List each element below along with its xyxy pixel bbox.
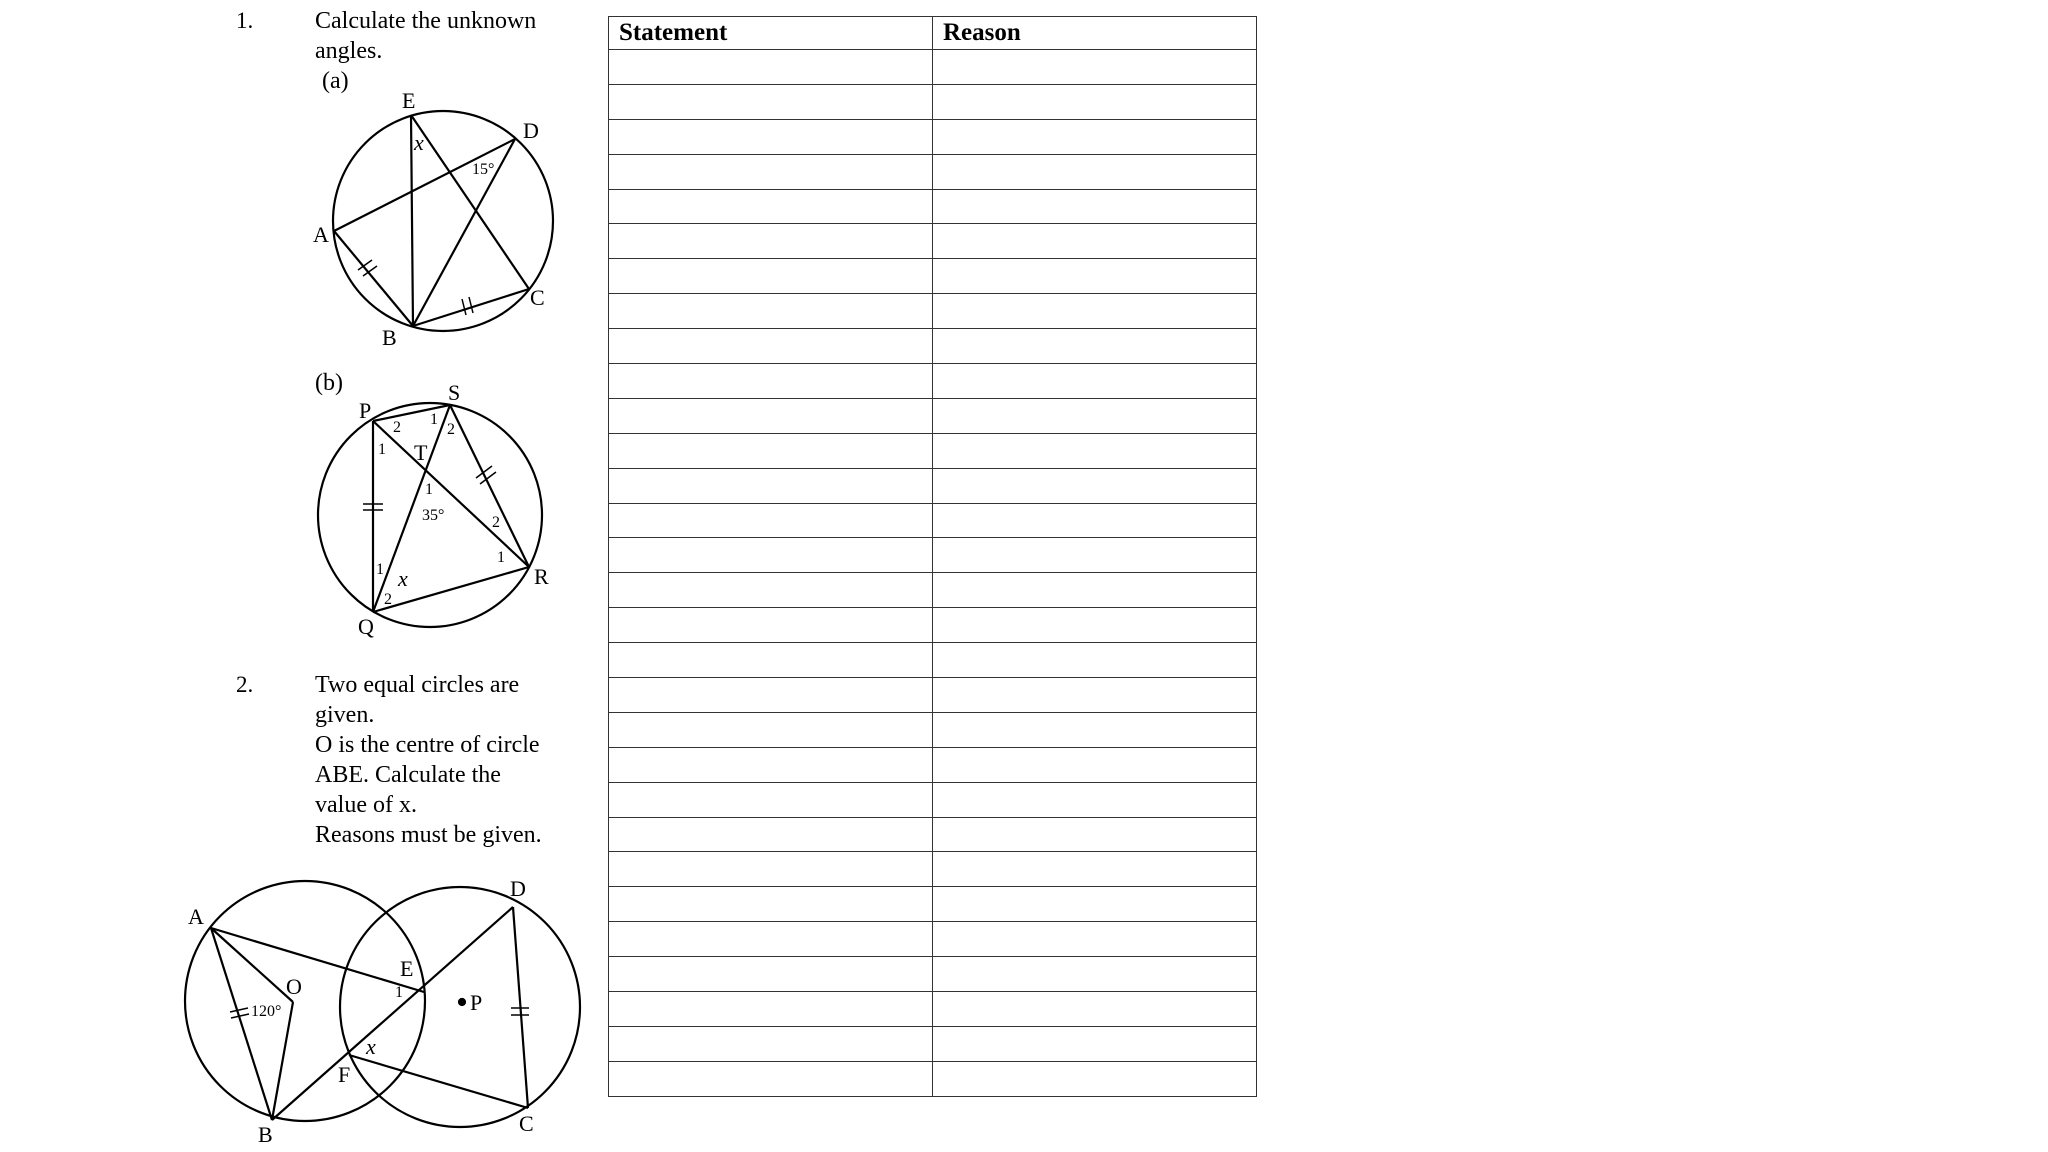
reason-cell[interactable] — [933, 1061, 1257, 1096]
point-label: B — [382, 325, 397, 350]
reason-cell[interactable] — [933, 747, 1257, 782]
statement-cell[interactable] — [609, 573, 933, 608]
unknown-angle-x: x — [398, 566, 408, 591]
circle-abe — [185, 881, 425, 1121]
figure-a — [333, 111, 553, 331]
statement-cell[interactable] — [609, 468, 933, 503]
statement-cell[interactable] — [609, 922, 933, 957]
reason-cell[interactable] — [933, 712, 1257, 747]
figure-a-chord — [334, 139, 515, 231]
table-row — [609, 224, 1257, 259]
reason-cell[interactable] — [933, 154, 1257, 189]
angle-label: 15° — [472, 161, 495, 178]
point-label: T — [414, 440, 428, 465]
angle-number: 1 — [430, 411, 438, 428]
table-row — [609, 608, 1257, 643]
angle-number: 2 — [447, 421, 455, 438]
point-label: A — [313, 222, 329, 247]
point-label: D — [510, 876, 526, 901]
reason-cell[interactable] — [933, 992, 1257, 1027]
figure-a-chord — [411, 115, 413, 326]
point-label: B — [258, 1122, 273, 1147]
figure-a-labels — [313, 88, 545, 350]
question-2-line: ABE. Calculate the — [315, 762, 501, 788]
table-row — [609, 154, 1257, 189]
figure-b-chord — [373, 421, 529, 567]
reason-cell[interactable] — [933, 364, 1257, 399]
reason-cell[interactable] — [933, 224, 1257, 259]
equal-tick — [230, 1008, 248, 1012]
table-row — [609, 712, 1257, 747]
angle-label: 120° — [251, 1003, 282, 1020]
reason-cell[interactable] — [933, 119, 1257, 154]
table-row — [609, 957, 1257, 992]
part-a-label: (a) — [322, 68, 349, 94]
statement-cell[interactable] — [609, 224, 933, 259]
table-row — [609, 50, 1257, 85]
circle-p — [340, 887, 580, 1127]
table-row — [609, 189, 1257, 224]
table-row — [609, 259, 1257, 294]
table-row — [609, 503, 1257, 538]
equal-tick — [469, 297, 473, 313]
reason-cell[interactable] — [933, 433, 1257, 468]
reason-cell[interactable] — [933, 643, 1257, 678]
reason-cell[interactable] — [933, 84, 1257, 119]
table-row — [609, 992, 1257, 1027]
point-label: Q — [358, 614, 374, 639]
statement-cell[interactable] — [609, 782, 933, 817]
table-header-row — [609, 17, 1257, 50]
angle-number: 1 — [425, 481, 433, 498]
statement-cell[interactable] — [609, 364, 933, 399]
reason-cell[interactable] — [933, 503, 1257, 538]
angle-number: 1 — [376, 561, 384, 578]
point-label: E — [402, 88, 416, 113]
reason-cell[interactable] — [933, 852, 1257, 887]
table-row — [609, 1026, 1257, 1061]
statement-cell[interactable] — [609, 747, 933, 782]
equal-tick — [462, 299, 466, 315]
angle-number: 1 — [497, 549, 505, 566]
point-label: D — [523, 118, 539, 143]
angle-number: 2 — [492, 514, 500, 531]
figure-a-chord — [334, 231, 413, 326]
reason-cell[interactable] — [933, 957, 1257, 992]
reason-cell[interactable] — [933, 608, 1257, 643]
figure-2-line — [211, 928, 424, 992]
statement-cell[interactable] — [609, 189, 933, 224]
statement-cell[interactable] — [609, 433, 933, 468]
figure-a-circle — [333, 111, 553, 331]
angle-number: 2 — [384, 591, 392, 608]
statement-cell[interactable] — [609, 608, 933, 643]
part-b-label: (b) — [315, 370, 343, 396]
question-2-line: given. — [315, 702, 375, 728]
reason-cell[interactable] — [933, 398, 1257, 433]
angle-label: 35° — [422, 507, 445, 524]
reason-cell[interactable] — [933, 922, 1257, 957]
table-body — [609, 50, 1257, 1097]
table-row — [609, 922, 1257, 957]
statement-cell[interactable] — [609, 852, 933, 887]
angle-number: 1 — [378, 441, 386, 458]
reason-cell[interactable] — [933, 573, 1257, 608]
figure-b-chord — [450, 405, 529, 567]
statement-header: Statement — [609, 17, 933, 50]
table-row — [609, 852, 1257, 887]
statement-cell[interactable] — [609, 503, 933, 538]
statement-cell[interactable] — [609, 84, 933, 119]
statement-cell[interactable] — [609, 119, 933, 154]
table-row — [609, 294, 1257, 329]
table-row — [609, 573, 1257, 608]
statement-cell[interactable] — [609, 992, 933, 1027]
reason-cell[interactable] — [933, 50, 1257, 85]
point-label: P — [470, 990, 483, 1015]
statement-cell[interactable] — [609, 538, 933, 573]
statement-cell[interactable] — [609, 1026, 933, 1061]
unknown-angle-x: x — [414, 130, 424, 155]
table-row — [609, 398, 1257, 433]
statement-cell[interactable] — [609, 50, 933, 85]
reason-cell[interactable] — [933, 678, 1257, 713]
point-label: P — [359, 398, 372, 423]
table-row — [609, 329, 1257, 364]
question-2-line: Two equal circles are — [315, 672, 520, 698]
angle-number: 1 — [395, 984, 403, 1001]
point-label: E — [400, 956, 414, 981]
question-1-line: angles. — [315, 38, 383, 64]
table-row — [609, 538, 1257, 573]
statement-cell[interactable] — [609, 887, 933, 922]
point-label: R — [534, 564, 549, 589]
figure-2-line — [349, 1055, 528, 1108]
angle-number: 2 — [393, 419, 401, 436]
table-row — [609, 782, 1257, 817]
table-row — [609, 468, 1257, 503]
reason-header: Reason — [933, 17, 1257, 50]
question-2-line: O is the centre of circle — [315, 732, 540, 758]
table-row — [609, 433, 1257, 468]
table-row — [609, 364, 1257, 399]
reason-cell[interactable] — [933, 782, 1257, 817]
reason-cell[interactable] — [933, 538, 1257, 573]
statement-cell[interactable] — [609, 678, 933, 713]
reason-cell[interactable] — [933, 189, 1257, 224]
statement-cell[interactable] — [609, 398, 933, 433]
question-2-line: Reasons must be given. — [315, 822, 542, 848]
table-row — [609, 817, 1257, 852]
statement-cell[interactable] — [609, 259, 933, 294]
table-row — [609, 887, 1257, 922]
centre-point-p — [459, 999, 465, 1005]
table-row — [609, 643, 1257, 678]
question-2-number: 2. — [236, 672, 254, 697]
table-row — [609, 1061, 1257, 1096]
statement-reason-table — [608, 16, 1257, 1097]
table-row — [609, 678, 1257, 713]
statement-cell[interactable] — [609, 154, 933, 189]
statement-cell[interactable] — [609, 1061, 933, 1096]
unknown-angle-x: x — [366, 1034, 376, 1059]
point-label: S — [448, 380, 461, 405]
reason-cell[interactable] — [933, 329, 1257, 364]
statement-cell[interactable] — [609, 294, 933, 329]
question-1-number: 1. — [236, 8, 254, 33]
reason-cell[interactable] — [933, 1026, 1257, 1061]
figure-b-chord — [373, 567, 529, 612]
question-1-line: Calculate the unknown — [315, 8, 537, 34]
point-label: F — [338, 1062, 351, 1087]
reason-cell[interactable] — [933, 817, 1257, 852]
table-row — [609, 84, 1257, 119]
figure-2 — [185, 881, 580, 1127]
question-2-line: value of x. — [315, 792, 417, 818]
reason-cell[interactable] — [933, 294, 1257, 329]
statement-cell[interactable] — [609, 712, 933, 747]
statement-cell[interactable] — [609, 817, 933, 852]
reason-cell[interactable] — [933, 259, 1257, 294]
point-label: A — [188, 904, 204, 929]
table-row — [609, 119, 1257, 154]
reason-cell[interactable] — [933, 887, 1257, 922]
point-label: C — [530, 285, 545, 310]
statement-cell[interactable] — [609, 957, 933, 992]
table-row — [609, 747, 1257, 782]
statement-cell[interactable] — [609, 329, 933, 364]
point-label: O — [286, 974, 302, 999]
statement-cell[interactable] — [609, 643, 933, 678]
reason-cell[interactable] — [933, 468, 1257, 503]
point-label: C — [519, 1111, 534, 1136]
